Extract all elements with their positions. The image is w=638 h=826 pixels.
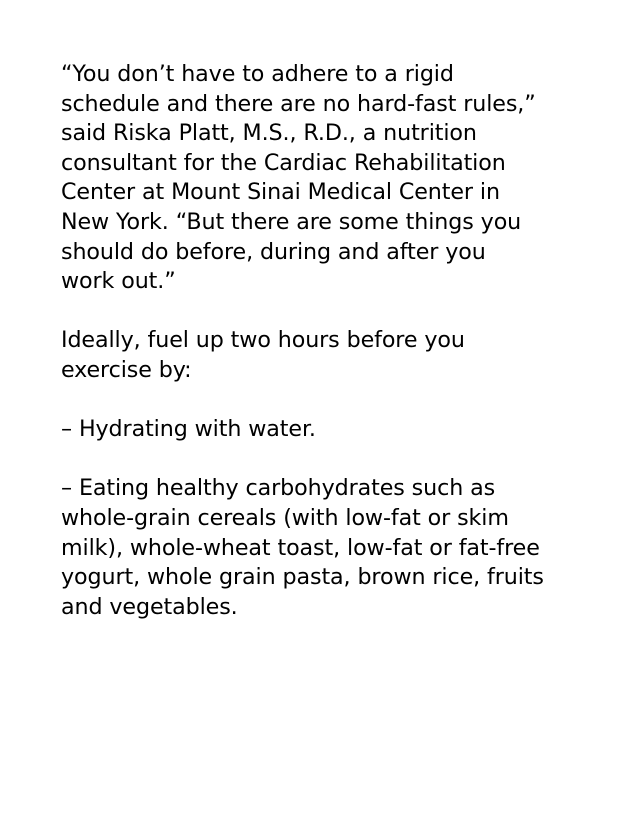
text-line: schedule and there are no hard-fast rules,” — [61, 90, 536, 117]
text-line: – Eating healthy carbohydrates such as — [61, 475, 496, 502]
text-line: consultant for the Cardiac Rehabilitation — [61, 149, 506, 176]
text-line: New York. “But there are some things you — [61, 208, 522, 235]
text-line: Ideally, fuel up two hours before you — [61, 327, 465, 354]
text-line: – Hydrating with water. — [61, 416, 316, 443]
text-line: whole-grain cereals (with low-fat or skim — [61, 504, 509, 531]
text-line: exercise by: — [61, 356, 192, 383]
quote-paragraph — [61, 60, 581, 297]
text-line: should do before, during and after you — [61, 238, 486, 265]
text-line: milk), whole-wheat toast, low-fat or fat-free — [61, 534, 540, 561]
text-line: Center at Mount Sinai Medical Center in — [61, 179, 500, 206]
text-line: yogurt, whole grain pasta, brown rice, fruits — [61, 564, 544, 591]
text-line: said Riska Platt, M.S., R.D., a nutrition — [61, 120, 477, 147]
text-line: and vegetables. — [61, 593, 238, 620]
text-line: “You don’t have to adhere to a rigid — [61, 61, 454, 87]
document-body — [61, 60, 581, 622]
text-line: work out.” — [61, 268, 176, 295]
intro-paragraph — [61, 326, 581, 385]
list-item-carbohydrates — [61, 474, 581, 622]
list-item-hydrating — [61, 415, 581, 445]
